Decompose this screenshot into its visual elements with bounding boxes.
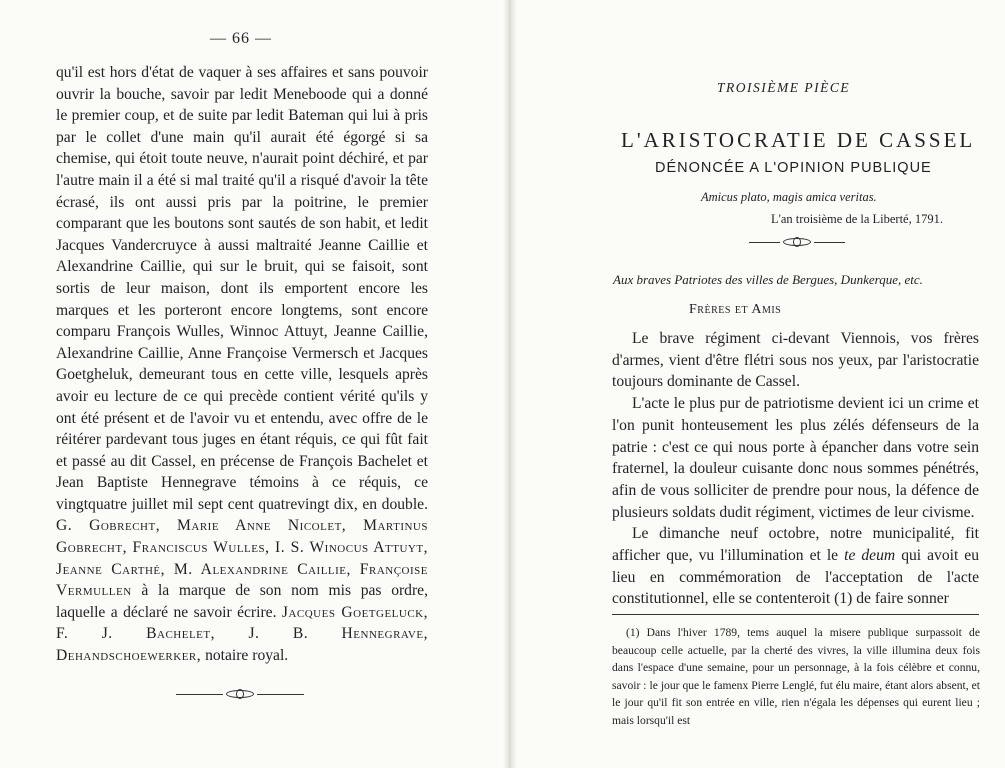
signatures-second: Jacques Goetgeluck, F. J. Bachelet, J. B. Hennegrave, Dehandschoewerker, xyxy=(56,603,429,665)
footnote-text: (1) Dans l'hiver 1789, tems auquel la misere publique surpassoit de beaucoup celle actuelle, par la cherté des vivres, la ville illumina deux fois dans l'espace d'une semaine, pour un personnage, à la fois célèbre et connu, savoir : le jour que le famenx Pierre Lenglé, fut élu maire, étant alors absent, et le jour qu'il fit son entrée en ville, rien n'égala les dépenses qui eurent lieu ; mais lorsqu'il est xyxy=(612,626,980,727)
closing-notary: notaire royal. xyxy=(205,647,289,665)
paragraph xyxy=(612,523,979,610)
document-subtitle: DÉNONCÉE A L'OPINION PUBLIQUE xyxy=(655,160,932,176)
document-title: L'ARISTOCRATIE DE CASSEL xyxy=(621,128,976,152)
page-number: — 66 — xyxy=(210,30,272,47)
paragraph: L'acte le plus pur de patriotisme devient ici un crime et l'on punit honteusement les plus zélés défenseurs de la patrie : c'est ce qui nous porte à épancher dans votre sein fraternel, la douleur cuisante donc nous sommes pénétrés, afin de vous solliciter de prendre pour nous, la défence de plusieurs soldats dudit régiment, victimes de leur civisme. xyxy=(612,395,979,521)
latin-motto: Amicus plato, magis amica veritas. xyxy=(701,190,877,204)
left-page-text xyxy=(56,62,428,667)
signatures-note: à la marque de son nom mis pas ordre, laquelle a déclaré ne savoir écrire. xyxy=(56,582,428,621)
deposition-body: qu'il est hors d'état de vaquer à ses affaires et sans pouvoir ouvrir la bouche, savoir par ledit Meneboode qui a donné le premier coup, et de suite par ledit Bateman qui lui à pris par le collet d'une main qu'il aurait été égorgé si sa chemise, qui étoit toute neuve, n'aurait point déchiré, et par l'autre main il a été si mal traité qu'il a risqué d'avoir la tête écrasé, ils ont aussi pris par la poitrine, le premier comparant que les boutons sont sautés de son habit, et ledit Jacques Vandercruyce à aussi maltraité Jeanne Caillie et Alexandrine Caillie, qui sur le bruit, qui se faisoit, sont sortis de leur maison, dont ils emportent encore les marques et les porteront encore longtems, sont encore comparu François Wulles, Winnoc Attuyt, Jeanne Caillie, Alexandrine Caillie, Anne Françoise Vermersch et Jacques Goetgheluk, demeurant tous en cette ville, lesquels après avoir eu lecture de ce qui precède contient vérité qu'ils y ont été présent et de l'avoir vu et entendu, avec offre de le réitérer pardevant tous juges en étant réquis, ce qui fût fait et passé au dit Cassel, en précense de François Bachelet et Jean Baptiste Hennegrave témoins à ce réquis, ce vingtquatre juillet mil sept cent quatrevingt dix, en double. xyxy=(56,64,428,513)
signatures: G. Gobrecht, Marie Anne Nicolet, Martinus Gobrecht, Franciscus Wulles, I. S. Winocus Attuyt, Jeanne Carthé, M. Alexandrine Caillie, Françoise Vermullen xyxy=(56,517,428,600)
salutation: Frères et Amis xyxy=(689,302,782,317)
deposition-paragraph xyxy=(56,62,428,667)
title-ornament xyxy=(749,238,845,246)
right-page xyxy=(517,0,1005,768)
book-gutter xyxy=(503,0,517,768)
end-ornament xyxy=(176,690,304,698)
footnote xyxy=(612,624,980,729)
paragraph-text: qui avoit eu lieu en commémoration de l'acceptation de l'acte constitutionnel, elle se contenteroit (1) de faire sonner xyxy=(612,547,980,608)
date-line: L'an troisième de la Liberté, 1791. xyxy=(771,212,943,226)
dedication: Aux braves Patriotes des villes de Bergues, Dunkerque, etc. xyxy=(613,272,923,287)
letter-body xyxy=(612,328,979,610)
paragraph-italic: te deum xyxy=(844,547,896,565)
paragraph: Le brave régiment ci-devant Viennois, vos frères d'armes, vient d'être flétri sous nos yeux, par l'aristocratie toujours dominante de Cassel. xyxy=(612,330,979,391)
footnote-rule xyxy=(612,614,979,615)
paragraph-text: Le dimanche neuf octobre, notre municipalité, fit afficher que, vu l'illumination et le xyxy=(612,525,979,565)
section-kicker: TROISIÈME PIÈCE xyxy=(717,80,851,95)
